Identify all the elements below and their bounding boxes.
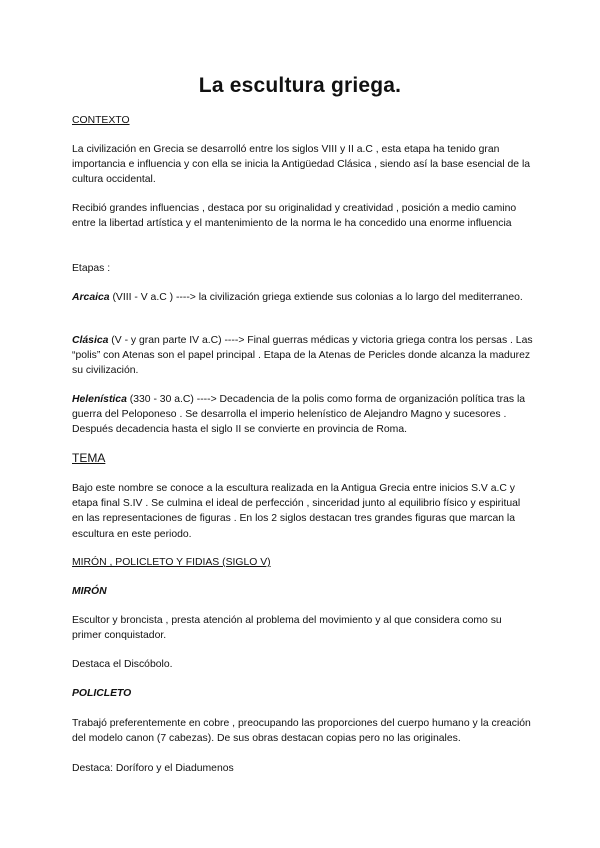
page-title: La escultura griega. <box>198 74 402 97</box>
miron-paragraph-2: Destaca el Discóbolo. <box>72 659 173 670</box>
etapa-clasica <box>72 333 534 379</box>
etapa-text: (330 - 30 a.C) ----> Decadencia de la polis como forma de organización política tras la guerra del Peloponeso . Se desarrolla el imperio helenístico de Alejandro Magno y sucesores . Después decadencia hasta el siglo II se convierte en provincia de Roma. <box>72 394 526 436</box>
miron-heading: MIRÓN <box>72 586 107 597</box>
etapa-helenistica <box>72 392 534 438</box>
miron-paragraph-1: Escultor y broncista , presta atención al problema del movimiento y al que considera como su primer conquistador. <box>72 615 502 642</box>
etapa-arcaica <box>72 290 534 305</box>
policleto-paragraph-2: Destaca: Doríforo y el Diadumenos <box>72 763 234 774</box>
etapa-name: Helenística <box>72 394 127 405</box>
etapa-name: Clásica <box>72 335 109 346</box>
contexto-paragraph-2: Recibió grandes influencias , destaca por su originalidad y creatividad , posición a medio camino entre la libertad artística y el mantenimiento de la norma le ha concedido una enorme influencia <box>72 203 517 230</box>
policleto-paragraph-1: Trabajó preferentemente en cobre , preocupando las proporciones del cuerpo humano y la creación del modelo canon (7 cabezas). De sus obras destacan copias pero no las originales. <box>72 718 531 745</box>
etapa-text: (V - y gran parte IV a.C) ----> Final guerras médicas y victoria griega contra los persas . Las “polis” con Atenas son el papel principal . Etapa de la Atenas de Pericles donde alcanza la madurez su civilización. <box>72 335 533 377</box>
tema-subheading: MIRÓN , POLICLETO Y FIDIAS (SIGLO V) <box>72 557 271 568</box>
contexto-paragraph-1: La civilización en Grecia se desarrolló entre los siglos VIII y II a.C , esta etapa ha tenido gran importancia e influencia y con ella se inicia la Antigüedad Clásica , siendo así la base esencial de la cultura occidental. <box>72 144 531 186</box>
etapa-text: (VIII - V a.C ) ----> la civilización griega extiende sus colonias a lo largo del mediterraneo. <box>109 292 523 303</box>
etapas-label: Etapas : <box>72 263 111 274</box>
policleto-heading: POLICLETO <box>72 688 132 699</box>
tema-paragraph-1: Bajo este nombre se conoce a la escultura realizada en la Antigua Grecia entre inicios S.V a.C y etapa final S.IV . Se culmina el ideal de perfección , sinceridad junto al equilibrio físico y espiritual en las representaciones de figuras . En los 2 siglos destacan tres grandes figuras que marcan la escultura en este periodo. <box>72 483 521 540</box>
etapa-name: Arcaica <box>72 292 110 303</box>
contexto-heading: CONTEXTO <box>72 115 130 126</box>
tema-heading: TEMA <box>72 451 106 465</box>
